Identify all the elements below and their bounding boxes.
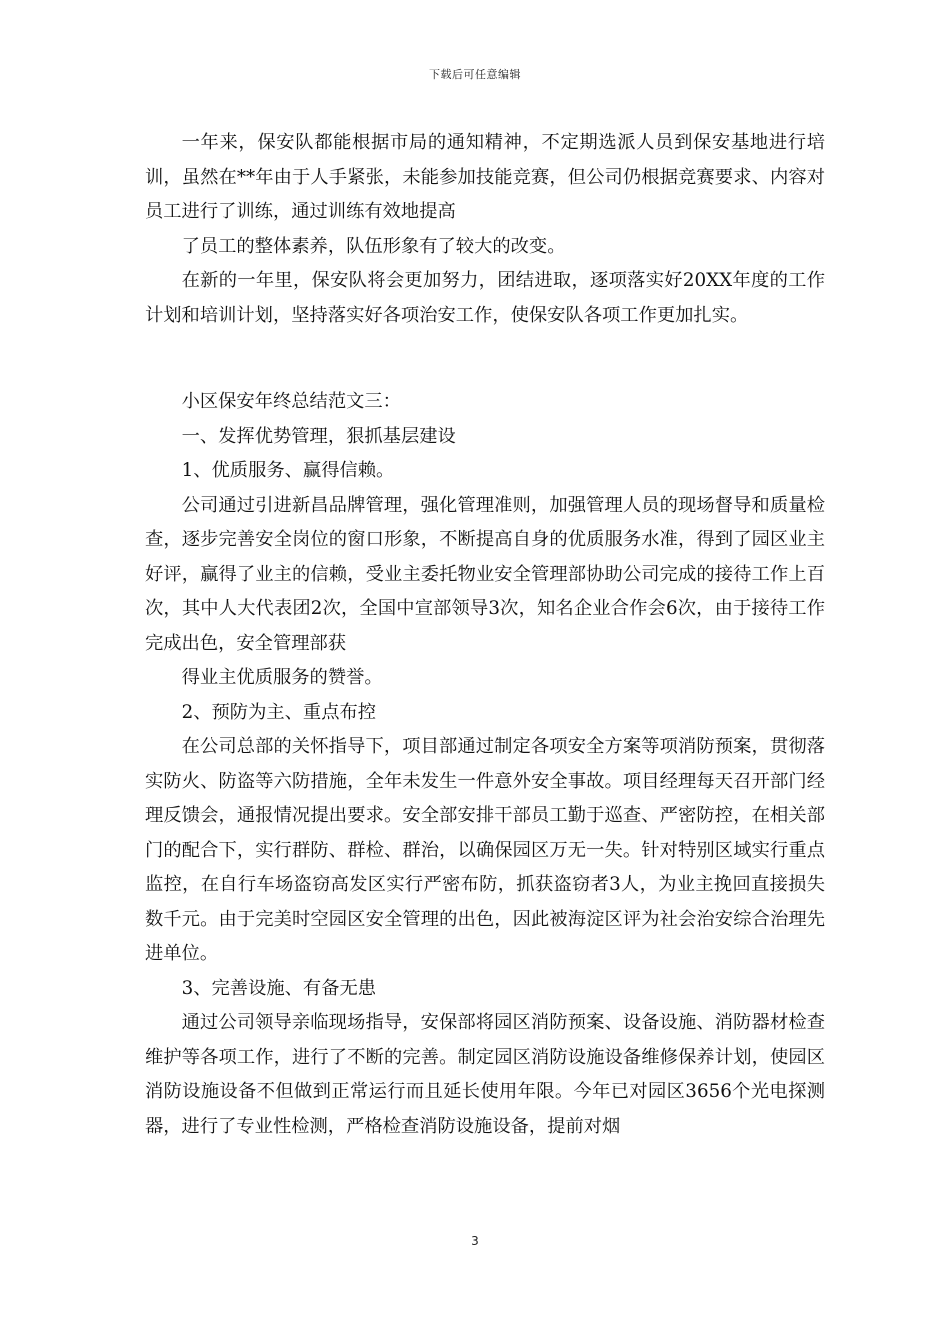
subheading-2: 2、预防为主、重点布控 <box>181 701 377 723</box>
subheading-1: 1、优质服务、赢得信赖。 <box>181 460 395 481</box>
subheading-3: 3、完善设施、有备无患 <box>181 977 377 999</box>
blank-spacer <box>145 333 825 385</box>
page-header: 下载后可任意编辑 <box>429 68 521 81</box>
paragraph-new-year: 在新的一年里，保安队将会更加努力，团结进取，逐项落实好20XX年度的工作计划和培训计划，坚持落实好各项治安工作，使保安队各项工作更加扎实。 <box>145 270 825 326</box>
page-number: 3 <box>471 1234 479 1248</box>
section-title: 小区保安年终总结范文三： <box>181 391 401 412</box>
document-body <box>145 126 825 1144</box>
paragraph-training-continued: 了员工的整体素养，队伍形象有了较大的改变。 <box>181 235 566 257</box>
paragraph-service-continued: 得业主优质服务的赞誉。 <box>181 667 383 688</box>
paragraph-prevention: 在公司总部的关怀指导下，项目部通过制定各项安全方案等项消防预案，贯彻落实防火、防盗等六防措施，全年未发生一件意外安全事故。项目经理每天召开部门经理反馈会，通报情况提出要求。安全部安排干部员工勤于巡查、严密防控，在相关部门的配合下，实行群防、群检、群治，以确保园区万无一失。针对特别区域实行重点监控，在自行车场盗窃高发区实行严密布防，抓获盗窃者3人，为业主挽回直接损失数千元。由于完美时空园区安全管理的出色，因此被海淀区评为社会治安综合治理先进单位。 <box>145 736 825 964</box>
paragraph-facilities: 通过公司领导亲临现场指导，安保部将园区消防预案、设备设施、消防器材检查维护等各项工作，进行了不断的完善。制定园区消防设施设备维修保养计划，使园区消防设施设备不但做到正常运行而且延长使用年限。今年已对园区3656个光电探测器，进行了专业性检测，严格检查消防设施设备，提前对烟 <box>145 1012 825 1137</box>
heading-1: 一、发挥优势管理，狠抓基层建设 <box>181 425 456 447</box>
paragraph-training: 一年来，保安队都能根据市局的通知精神，不定期选派人员到保安基地进行培训，虽然在**年由于人手紧张，未能参加技能竞赛，但公司仍根据竞赛要求、内容对员工进行了训练，通过训练有效地提高 <box>145 132 825 222</box>
paragraph-service: 公司通过引进新昌品牌管理，强化管理准则，加强管理人员的现场督导和质量检查，逐步完善安全岗位的窗口形象，不断提高自身的优质服务水准，得到了园区业主好评，赢得了业主的信赖，受业主委托物业安全管理部协助公司完成的接待工作上百次，其中人大代表团2次，全国中宣部领导3次，知名企业合作会6次，由于接待工作完成出色，安全管理部获 <box>145 494 825 654</box>
